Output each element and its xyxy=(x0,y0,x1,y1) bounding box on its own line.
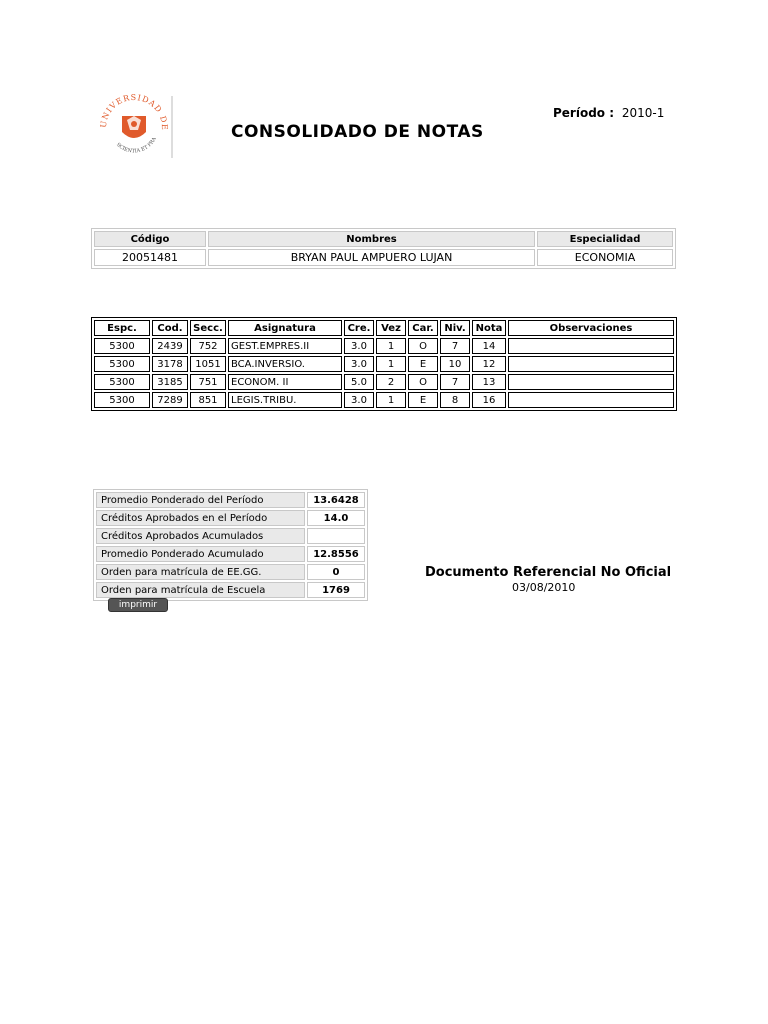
summary-value: 14.0 xyxy=(307,510,365,526)
course-secc: 1051 xyxy=(190,356,226,372)
student-header-row xyxy=(94,231,673,247)
summary-label: Orden para matrícula de EE.GG. xyxy=(96,564,305,580)
course-nota: 12 xyxy=(472,356,506,372)
summary-row xyxy=(96,564,365,580)
header-observaciones: Observaciones xyxy=(508,320,674,336)
course-car: O xyxy=(408,374,438,390)
header-nombres: Nombres xyxy=(208,231,535,247)
page-title: CONSOLIDADO DE NOTAS xyxy=(231,122,484,142)
header-car: Car. xyxy=(408,320,438,336)
summary-label: Créditos Aprobados Acumulados xyxy=(96,528,305,544)
logo-arc-bottom-text: SCIENTIA ET PRA xyxy=(114,136,158,155)
course-espc: 5300 xyxy=(94,392,150,408)
course-cre: 3.0 xyxy=(344,338,374,354)
periodo xyxy=(553,106,664,120)
university-logo xyxy=(94,86,174,166)
summary-value: 0 xyxy=(307,564,365,580)
courses-table xyxy=(91,317,677,411)
course-niv: 8 xyxy=(440,392,470,408)
course-observaciones xyxy=(508,392,674,408)
summary-label: Orden para matrícula de Escuela xyxy=(96,582,305,598)
course-vez: 1 xyxy=(376,356,406,372)
student-nombres: BRYAN PAUL AMPUERO LUJAN xyxy=(208,249,535,266)
course-vez: 1 xyxy=(376,392,406,408)
course-cre: 3.0 xyxy=(344,356,374,372)
course-niv: 7 xyxy=(440,338,470,354)
course-row xyxy=(94,392,674,408)
header-nota: Nota xyxy=(472,320,506,336)
document-reference-notice: Documento Referencial No Oficial xyxy=(425,565,672,580)
header-cre: Cre. xyxy=(344,320,374,336)
course-nota: 13 xyxy=(472,374,506,390)
header-vez: Vez xyxy=(376,320,406,336)
summary-row xyxy=(96,582,365,598)
course-secc: 751 xyxy=(190,374,226,390)
summary-table xyxy=(93,489,368,601)
course-cre: 5.0 xyxy=(344,374,374,390)
student-data-row xyxy=(94,249,673,266)
course-nota: 16 xyxy=(472,392,506,408)
periodo-value: 2010-1 xyxy=(621,106,665,120)
course-vez: 2 xyxy=(376,374,406,390)
course-nota: 14 xyxy=(472,338,506,354)
course-cod: 3178 xyxy=(152,356,188,372)
student-especialidad: ECONOMIA xyxy=(537,249,673,266)
course-niv: 10 xyxy=(440,356,470,372)
course-secc: 851 xyxy=(190,392,226,408)
logo-arc-top-text: UNIVERSIDAD DE xyxy=(98,92,170,131)
summary-row xyxy=(96,510,365,526)
summary-value: 1769 xyxy=(307,582,365,598)
course-car: E xyxy=(408,392,438,408)
course-observaciones xyxy=(508,356,674,372)
course-niv: 7 xyxy=(440,374,470,390)
course-asignatura: LEGIS.TRIBU. xyxy=(228,392,342,408)
course-secc: 752 xyxy=(190,338,226,354)
header-cod: Cod. xyxy=(152,320,188,336)
student-table xyxy=(91,228,676,269)
summary-label: Promedio Ponderado Acumulado xyxy=(96,546,305,562)
summary-value xyxy=(307,528,365,544)
header-codigo: Código xyxy=(94,231,206,247)
summary-label: Créditos Aprobados en el Período xyxy=(96,510,305,526)
document-date: 03/08/2010 xyxy=(512,581,576,594)
course-espc: 5300 xyxy=(94,356,150,372)
course-asignatura: ECONOM. II xyxy=(228,374,342,390)
print-button[interactable]: imprimir xyxy=(108,598,168,612)
header-espc: Espc. xyxy=(94,320,150,336)
course-cod: 2439 xyxy=(152,338,188,354)
summary-row xyxy=(96,528,365,544)
summary-label: Promedio Ponderado del Período xyxy=(96,492,305,508)
course-asignatura: GEST.EMPRES.II xyxy=(228,338,342,354)
course-row xyxy=(94,338,674,354)
header-niv: Niv. xyxy=(440,320,470,336)
header-secc: Secc. xyxy=(190,320,226,336)
course-observaciones xyxy=(508,338,674,354)
summary-row xyxy=(96,492,365,508)
course-row xyxy=(94,356,674,372)
course-espc: 5300 xyxy=(94,374,150,390)
summary-value: 12.8556 xyxy=(307,546,365,562)
header-especialidad: Especialidad xyxy=(537,231,673,247)
course-vez: 1 xyxy=(376,338,406,354)
course-cod: 3185 xyxy=(152,374,188,390)
course-asignatura: BCA.INVERSIO. xyxy=(228,356,342,372)
course-cod: 7289 xyxy=(152,392,188,408)
course-car: O xyxy=(408,338,438,354)
course-row xyxy=(94,374,674,390)
course-car: E xyxy=(408,356,438,372)
summary-row xyxy=(96,546,365,562)
periodo-label: Período : xyxy=(553,106,615,120)
course-observaciones xyxy=(508,374,674,390)
student-codigo: 20051481 xyxy=(94,249,206,266)
header-asignatura: Asignatura xyxy=(228,320,342,336)
summary-value: 13.6428 xyxy=(307,492,365,508)
courses-header-row xyxy=(94,320,674,336)
course-cre: 3.0 xyxy=(344,392,374,408)
course-espc: 5300 xyxy=(94,338,150,354)
